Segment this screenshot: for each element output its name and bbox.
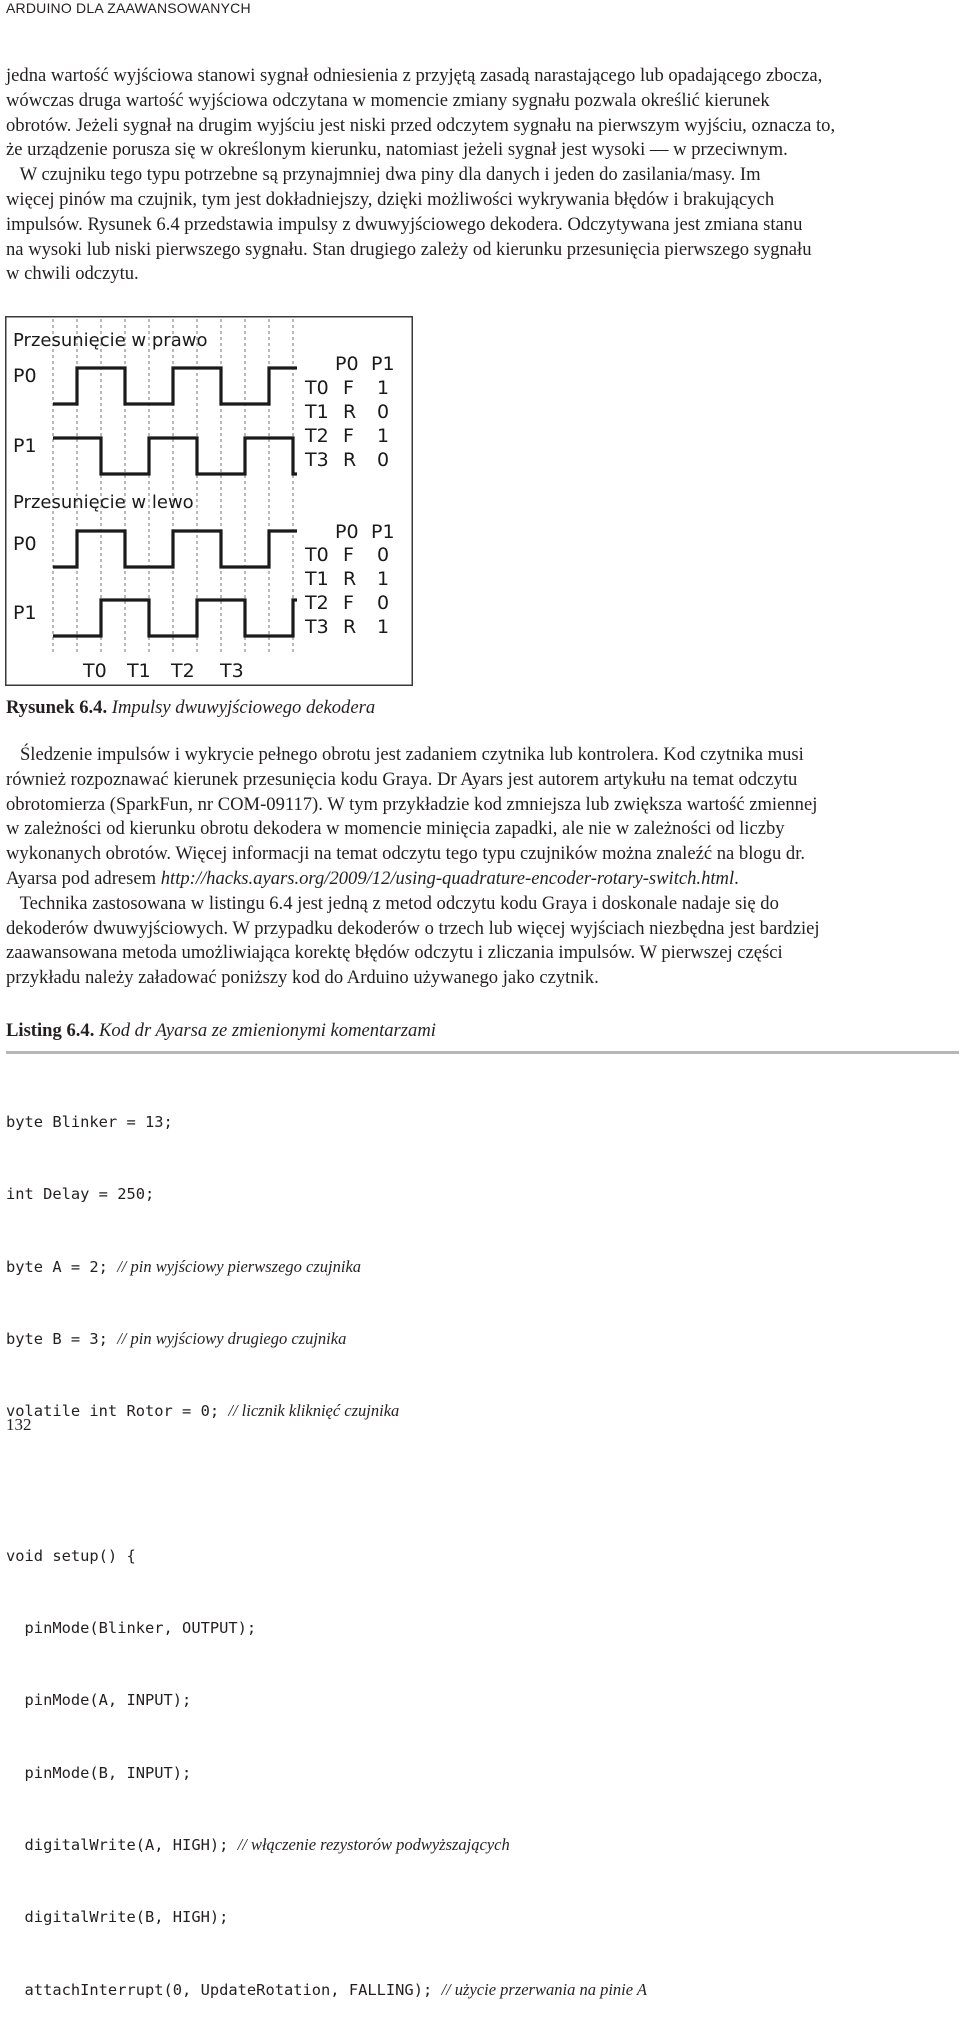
text-line: dekoderów dwuwyjściowych. W przypadku dekoderów o trzech lub więcej wyjściach niezbędna jest bardziej (6, 917, 820, 939)
code-line (6, 1688, 647, 1712)
code-text: digitalWrite(B, HIGH); (6, 1908, 229, 1927)
encoder-waveform-diagram (5, 316, 413, 686)
table-cell: T2 (305, 592, 329, 614)
encoder-figure (5, 316, 413, 691)
text-line: obrotów. Jeżeli sygnał na drugim wyjściu jest niski przed odczytem sygnału na pierwszym wyjściu, oznacza to, (6, 114, 836, 136)
p1-label: P1 (13, 435, 37, 457)
running-head: ARDUINO DLA ZAAWANSOWANYCH (6, 0, 251, 16)
table-cell: 1 (377, 377, 390, 399)
table-cell: T1 (305, 401, 329, 423)
time-label: T0 (83, 660, 107, 682)
code-text: attachInterrupt(0, UpdateRotation, FALLING); (6, 1980, 442, 1999)
p0-label: P0 (13, 365, 37, 387)
text-line: przykładu należy załadować poniższy kod do Arduino używanego jako czytnik. (6, 967, 599, 989)
code-line (6, 1472, 647, 1496)
text-line (6, 867, 952, 892)
p0-label: P0 (13, 533, 37, 555)
code-line (6, 1399, 647, 1423)
p1-label: P1 (13, 602, 37, 624)
table-header: P0 (335, 521, 359, 543)
table-cell: T2 (305, 425, 329, 447)
code-line (6, 1182, 647, 1206)
text-line: na wysoki lub niski pierwszego sygnału. Stan drugiego zależy od kierunku przesunięcia pierwszego sygnału (6, 238, 812, 260)
table-cell: F (343, 425, 354, 447)
time-label: T2 (171, 660, 195, 682)
code-line (6, 1905, 647, 1929)
code-line (6, 1327, 647, 1351)
section-title-right: Przesunięcie w prawo (13, 330, 208, 351)
code-comment: // pin wyjściowy pierwszego czujnika (117, 1256, 362, 1276)
text-line: impulsów. Rysunek 6.4 przedstawia impulsy z dwuwyjściowego dekodera. Odczytywana jest zmiana stanu (6, 213, 803, 235)
text-segment: Ayarsa pod adresem (6, 867, 161, 889)
figure-caption (6, 696, 375, 720)
table-cell: T0 (305, 377, 329, 399)
code-text: byte Blinker = 13; (6, 1113, 173, 1132)
table-cell: 1 (377, 425, 390, 447)
text-line: W czujniku tego typu potrzebne są przynajmniej dwa piny dla danych i jeden do zasilania/masy. Im (6, 164, 761, 186)
text-line: Technika zastosowana w listingu 6.4 jest jedną z metod odczytu kodu Graya i doskonale nadaje się do (6, 892, 779, 914)
table-cell: T1 (305, 568, 329, 590)
code-comment: // użycie przerwania na pinie A (441, 1979, 647, 1999)
code-line (6, 1761, 647, 1785)
text-line: w zależności od kierunku obrotu dekodera w momencie minięcia zapadki, ale nie w zależności od liczby (6, 818, 785, 840)
code-text: byte B = 3; (6, 1330, 118, 1349)
listing-label: Listing 6.4. (6, 1020, 95, 1041)
table-cell: F (343, 377, 354, 399)
code-text: digitalWrite(A, HIGH); (6, 1836, 238, 1854)
text-line: wykonanych obrotów. Więcej informacji na temat odczytu tego typu czujników można znaleźć na blogu dr. (6, 843, 806, 865)
code-comment: // włączenie rezystorów podwyższających (237, 1835, 510, 1854)
table-cell: T0 (305, 544, 329, 566)
table-cell: 0 (377, 401, 390, 423)
listing-title (6, 1020, 436, 1042)
listing-divider (6, 1051, 959, 1054)
code-text: void setup() { (6, 1546, 136, 1565)
text-line: również rozpoznawać kierunek przesunięcia kodu Graya. Dr Ayars jest autorem artykułu na temat odczytu (6, 768, 798, 790)
code-line (6, 1110, 647, 1134)
text-line: jedna wartość wyjściowa stanowi sygnał odniesienia z przyjętą zasadą narastającego lub opadającego zbocza, (6, 65, 823, 86)
code-text: byte A = 2; (6, 1257, 118, 1276)
text-line: w chwili odczytu. (6, 263, 139, 285)
code-text: pinMode(A, INPUT); (6, 1691, 192, 1710)
code-text: pinMode(B, INPUT); (6, 1763, 192, 1782)
table-header: P1 (371, 353, 395, 375)
code-line (6, 1255, 647, 1279)
table-cell: F (343, 592, 354, 614)
code-line (6, 1833, 647, 1857)
table-header: P0 (335, 353, 359, 375)
text-segment: . (734, 867, 739, 889)
caption-text: Impulsy dwuwyjściowego dekodera (111, 697, 376, 718)
table-header: P1 (371, 521, 395, 543)
code-line (6, 1978, 647, 2002)
text-line: obrotomierza (SparkFun, nr COM-09117). W tym przykładzie kod zmniejsza lub zwiększa wartość zmiennej (6, 793, 818, 815)
time-label: T1 (127, 660, 151, 682)
text-line: zaawansowana metoda umożliwiająca korektę błędów odczytu i zliczania impulsów. W pierwszej części (6, 942, 783, 964)
table-cell: T3 (305, 616, 329, 638)
text-line: więcej pinów ma czujnik, tym jest dokładniejszy, dzięki możliwości wykrywania błędów i brakujących (6, 188, 775, 210)
page-number: 132 (6, 1415, 32, 1434)
table-cell: 0 (377, 449, 390, 471)
table-cell: 0 (377, 592, 390, 614)
text-line: wówczas druga wartość wyjściowa odczytana w momencie zmiany sygnału pozwala określić kierunek (6, 89, 770, 111)
text-line: że urządzenie porusza się w określonym kierunku, natomiast jeżeli sygnał jest wysoki — w przeciwnym. (6, 139, 788, 161)
table-cell: R (343, 568, 357, 590)
table-cell: 0 (377, 544, 390, 566)
code-text: volatile int Rotor = 0; (6, 1402, 229, 1421)
table-cell: T3 (305, 449, 329, 471)
intro-paragraph (6, 64, 952, 287)
table-cell: 1 (377, 616, 390, 638)
code-listing (6, 1062, 647, 2026)
blog-url-link[interactable]: http://hacks.ayars.org/2009/12/using-quadrature-encoder-rotary-switch.html (160, 867, 735, 889)
code-line (6, 1544, 647, 1568)
table-cell: 1 (377, 568, 390, 590)
table-cell: R (343, 401, 357, 423)
code-line (6, 1616, 647, 1640)
time-label: T3 (220, 660, 244, 682)
table-cell: R (343, 616, 357, 638)
section-title-left: Przesunięcie w lewo (13, 492, 194, 513)
code-comment: // licznik kliknięć czujnika (228, 1401, 400, 1421)
table-cell: F (343, 544, 354, 566)
code-comment: // pin wyjściowy drugiego czujnika (117, 1329, 347, 1349)
caption-label: Rysunek 6.4. (6, 697, 108, 718)
code-text: pinMode(Blinker, OUTPUT); (6, 1619, 257, 1638)
listing-caption: Kod dr Ayarsa ze zmienionymi komentarzami (99, 1020, 436, 1041)
table-cell: R (343, 449, 357, 471)
body-paragraph (6, 743, 952, 991)
code-text: int Delay = 250; (6, 1185, 155, 1204)
text-line: Śledzenie impulsów i wykrycie pełnego obrotu jest zadaniem czytnika lub kontrolera. Kod czytnika musi (6, 744, 804, 765)
